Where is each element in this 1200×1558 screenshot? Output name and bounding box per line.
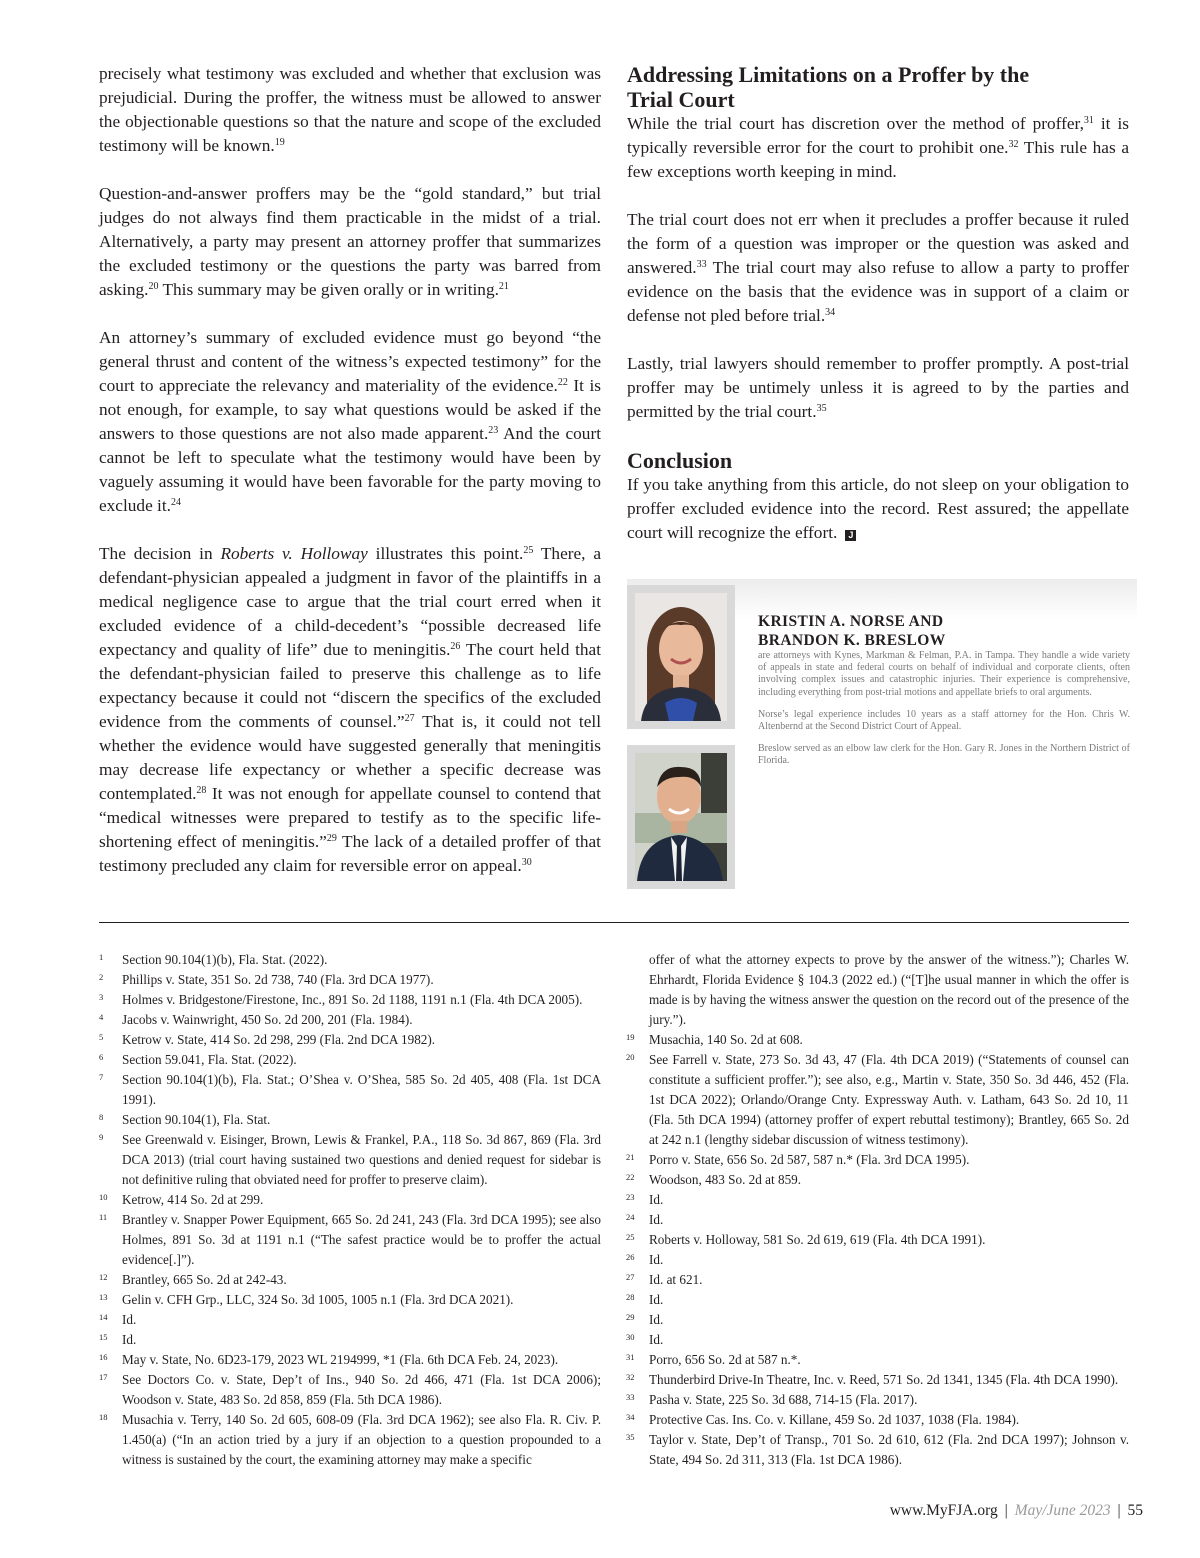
conclusion-paragraph: If you take anything from this article, do not sleep on your obligation to proffer excluded evidence into the record. Rest assured; the appellate court will recognize the effort. J [627, 475, 1129, 542]
footnote-ref[interactable]: 25 [523, 545, 534, 556]
footnote: 26 Id. [626, 1252, 664, 1267]
footnote: 16 May v. State, No. 6D23-179, 2023 WL 2194999, *1 (Fla. 6th DCA Feb. 24, 2023). [99, 1352, 559, 1367]
page-number: 55 [1127, 1502, 1143, 1519]
footnote: 27 Id. at 621. [626, 1272, 703, 1287]
left-column [99, 62, 601, 902]
body-paragraph: While the trial court has discretion over the method of proffer,$^{31}$ it is typically reversible error for the court to prohibit one.$^{32}$ This rule has a few exceptions worth keeping in mind. [627, 114, 1129, 181]
footnote: 31 Porro, 656 So. 2d at 587 n.*. [626, 1352, 801, 1367]
footnote: 1 Section 90.104(1)(b), Fla. Stat. (2022). [99, 952, 328, 967]
author-bio [758, 612, 1130, 778]
footnote-ref[interactable]: 30 [521, 857, 532, 868]
footnote: 2 Phillips v. State, 351 So. 2d 738, 740 (Fla. 3rd DCA 1977). [99, 972, 434, 987]
footnote: 34 Protective Cas. Ins. Co. v. Killane, 459 So. 2d 1037, 1038 (Fla. 1984). [626, 1412, 1020, 1427]
body-paragraph: Question-and-answer proffers may be the “gold standard,” but trial judges do not always find them practicable in the midst of a trial. Alternatively, a party may present an attorney proffer that summarizes the excluded testimony or the questions the party was barred from asking.$^{20}$ This summary may be given orally or in writing.$^{21}$ [99, 184, 601, 299]
website-link[interactable]: www.MyFJA.org [889, 1502, 998, 1519]
footnote: 25 Roberts v. Holloway, 581 So. 2d 619, 619 (Fla. 4th DCA 1991). [626, 1232, 986, 1247]
footnote: 13 Gelin v. CFH Grp., LLC, 324 So. 3d 1005, 1005 n.1 (Fla. 3rd DCA 2021). [99, 1292, 514, 1307]
footnote: 15 Id. [99, 1332, 137, 1347]
footnote: 8 Section 90.104(1), Fla. Stat. [99, 1112, 271, 1127]
footnote-ref[interactable]: 34 [825, 307, 836, 318]
footnote: 32 Thunderbird Drive-In Theatre, Inc. v. Reed, 571 So. 2d 1341, 1345 (Fla. 4th DCA 1990). [626, 1372, 1119, 1387]
footnote: 12 Brantley, 665 So. 2d at 242-43. [99, 1272, 287, 1287]
author-bio-text: are attorneys with Kynes, Markman & Felman, P.A. in Tampa. They handle a wide variety of appeals in state and federal courts on behalf of individual and corporate clients, often involving complex issues and catastrophic injuries. Their experience is comprehensive, including everything from post-trial motions and appellate briefs to oral arguments. [758, 650, 1130, 698]
footnote: 30 Id. [626, 1332, 664, 1347]
conclusion-heading: Conclusion [627, 448, 733, 473]
footnote: 21 Porro v. State, 656 So. 2d 587, 587 n.* (Fla. 3rd DCA 1995). [626, 1152, 970, 1167]
section-heading: Addressing Limitations on a Proffer by the Trial Court [627, 62, 1030, 112]
author-bio-text: Norse’s legal experience includes 10 years as a staff attorney for the Hon. Chris W. Altenbernd at the Second District Court of Appeal. [758, 708, 1130, 733]
portrait-man-icon [635, 753, 727, 881]
body-paragraph: Lastly, trial lawyers should remember to proffer promptly. A post-trial proffer may be untimely unless it is agreed to by the parties and permitted by the trial court.$^{35}$ [627, 354, 1129, 421]
case-name: Roberts v. Holloway [220, 544, 368, 563]
footnote: 4 Jacobs v. Wainwright, 450 So. 2d 200, 201 (Fla. 1984). [99, 1012, 413, 1027]
footnote: 7 Section 90.104(1)(b), Fla. Stat.; O’Shea v. O’Shea, 585 So. 2d 405, 408 (Fla. 1st DCA 1991). [99, 1072, 601, 1107]
footnotes-left [99, 950, 601, 1470]
body-paragraph: The decision in Roberts v. Holloway illustrates this point.$^{25}$ There, a defendant-physician appealed a judgment in favor of the plaintiffs in a medical negligence case to argue that the trial court erred when it excluded evidence of a child-decedent’s “possible decreased life expectancy and quality of life” due to meningitis.$^{26}$ The court held that the defendant-physician failed to preserve this challenge as to life expectancy because it could not “discern the specifics of the excluded evidence from the comments of counsel.”$^{27}$ That is, it could not tell whether the evidence would have suggested generally that meningitis may decrease life expectancy or whether a specific decrease was contemplated.$^{28}$ It was not enough for appellate counsel to contend that “medical witnesses were prepared to testify as to the specific life-shortening effect of meningitis.”$^{29}$ The lack of a detailed proffer of that testimony precluded any claim for reversible error on appeal.$^{30}$ [99, 544, 602, 875]
body-paragraph: precisely what testimony was excluded and whether that exclusion was prejudicial. During the proffer, the witness must be allowed to answer the objectionable questions so that the nature and scope of the excluded testimony will be known.$^{19}$ [99, 64, 601, 155]
end-mark-icon: J [845, 530, 856, 541]
body-paragraph: The trial court does not err when it precludes a proffer because it ruled the form of a question was improper or the question was asked and answered.$^{33}$ The trial court may also refuse to allow a party to proffer evidence on the basis that the evidence was in support of a claim or defense not pled before trial.$^{34}$ [627, 210, 1129, 325]
footnote-ref[interactable]: 32 [1008, 139, 1019, 150]
footnote-ref[interactable]: 19 [274, 137, 285, 148]
page-footer [890, 1502, 1143, 1520]
footnote: 17 See Doctors Co. v. State, Dep’t of Ins., 940 So. 2d 466, 471 (Fla. 1st DCA 2006); Woodson v. State, 483 So. 2d 858, 859 (Fla. 5th DCA 1986). [99, 1372, 601, 1407]
footnotes-right [626, 950, 1129, 1470]
footnote: 10 Ketrow, 414 So. 2d at 299. [99, 1192, 264, 1207]
author-names: KRISTIN A. NORSE AND BRANDON K. BRESLOW [758, 613, 946, 649]
footnote-ref[interactable]: 26 [450, 641, 461, 652]
footer-separator: | [1004, 1502, 1008, 1519]
footnote: 3 Holmes v. Bridgestone/Firestone, Inc., 891 So. 2d 1188, 1191 n.1 (Fla. 4th DCA 2005). [99, 992, 583, 1007]
author-bio-text: Breslow served as an elbow law clerk for the Hon. Gary R. Jones in the Northern District of Florida. [758, 743, 1130, 767]
footnote: 6 Section 59.041, Fla. Stat. (2022). [99, 1052, 297, 1067]
author-box [627, 579, 1137, 897]
footnote-divider [99, 922, 1129, 923]
footnote-ref[interactable]: 33 [696, 259, 707, 270]
footnote: 14 Id. [99, 1312, 137, 1327]
footnote: 20 See Farrell v. State, 273 So. 3d 43, 47 (Fla. 4th DCA 2019) (“Statements of counsel can constitute a sufficient proffer.”); see also, e.g., Martin v. State, 350 So. 3d 446, 452 (Fla. 1st DCA 2022); Orlando/Orange Cnty. Expressway Auth. v. Latham, 643 So. 2d 10, 11 (Fla. 5th DCA 1994) (attorney proffer of expert rebuttal testimony); Brantley, 665 So. 2d at 242 n.1 (lengthy sidebar discussion of witness testimony). [626, 1052, 1129, 1147]
body-paragraph: An attorney’s summary of excluded evidence must go beyond “the general thrust and content of the witness’s expected testimony” for the court to appreciate the relevancy and materiality of the evidence.$^{22}$ It is not enough, for example, to say what questions would be asked if the answers to those questions are not also made apparent.$^{23}$ And the court cannot be left to speculate what the testimony would have been by vaguely assuming it would have been favorable for the party moving to exclude it.$^{24}$ [99, 328, 601, 515]
footnote-ref[interactable]: 24 [170, 497, 181, 508]
footnote: 5 Ketrow v. State, 414 So. 2d 298, 299 (Fla. 2nd DCA 1982). [99, 1032, 436, 1047]
footnote: 24 Id. [626, 1212, 664, 1227]
footnote: 35 Taylor v. State, Dep’t of Transp., 701 So. 2d 610, 612 (Fla. 2nd DCA 1997); Johnson v. State, 494 So. 2d 311, 313 (Fla. 1st DCA 1986). [626, 1432, 1129, 1467]
footnote-ref[interactable]: 29 [326, 833, 337, 844]
footnote: 23 Id. [626, 1192, 664, 1207]
footnote: 9 See Greenwald v. Eisinger, Brown, Lewis & Frankel, P.A., 118 So. 3d 867, 869 (Fla. 3rd DCA 2013) (trial court having sustained two questions and denied request for sidebar is not definitive ruling that obviated need for proffer to preserve claim). [99, 1132, 601, 1187]
footnote: 19 Musachia, 140 So. 2d at 608. [626, 1032, 803, 1047]
footnote: 11 Brantley v. Snapper Power Equipment, 665 So. 2d 241, 243 (Fla. 3rd DCA 1995); see also Holmes, 891 So. 3d at 1191 n.1 (“The safest practice would be to proffer the actual evidence[.]”). [99, 1212, 601, 1267]
footnote-continuation: offer of what the attorney expects to prove by the answer of the witness.”); Charles W. Ehrhardt, Florida Evidence § 104.3 (2022 ed.) (“[T]he usual manner in which the offer is made is by having the witness answer the question on the record out of the presence of the jury.”). [649, 952, 1129, 1027]
author-photo-breslow [627, 745, 735, 889]
footer-separator: | [1117, 1502, 1121, 1519]
portrait-woman-icon [635, 593, 727, 721]
footnote-ref[interactable]: 28 [196, 785, 207, 796]
issue-date: May/June 2023 [1014, 1502, 1111, 1519]
footnote-ref[interactable]: 27 [404, 713, 415, 724]
footnote-ref[interactable]: 31 [1083, 115, 1094, 126]
footnote-ref[interactable]: 23 [488, 425, 499, 436]
footnote-ref[interactable]: 35 [816, 403, 827, 414]
footnote: 28 Id. [626, 1292, 664, 1307]
footnote-ref[interactable]: 20 [148, 281, 159, 292]
footnote: 33 Pasha v. State, 225 So. 3d 688, 714-15 (Fla. 2017). [626, 1392, 918, 1407]
footnote: 29 Id. [626, 1312, 664, 1327]
author-photo-norse [627, 585, 735, 729]
footnote: 18 Musachia v. Terry, 140 So. 2d 605, 608-09 (Fla. 3rd DCA 1962); see also Fla. R. Civ. P. 1.450(a) (“In an action tried by a jury if an objection to a question propounded to a witness is sustained by the court, the examining attorney may make a specific [99, 1412, 601, 1467]
right-column [627, 62, 1129, 569]
footnote: 22 Woodson, 483 So. 2d at 859. [626, 1172, 802, 1187]
footnote-ref[interactable]: 22 [557, 377, 568, 388]
footnote-ref[interactable]: 21 [498, 281, 509, 292]
